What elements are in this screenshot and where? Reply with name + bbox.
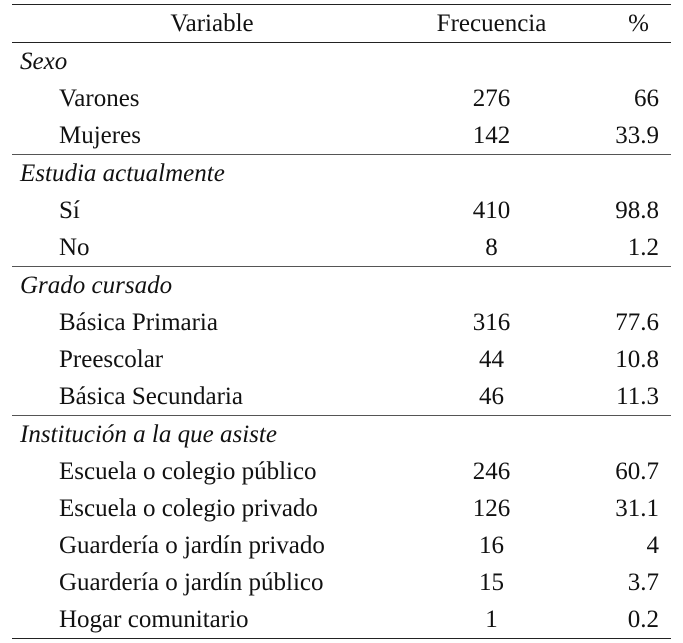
category-label: Preescolar <box>59 346 164 373</box>
frequency-value: 410 <box>472 197 511 224</box>
percent-value: 0.2 <box>571 601 671 639</box>
group-row <box>12 155 671 193</box>
frequency-value: 246 <box>472 458 511 485</box>
table-row <box>12 490 671 527</box>
percent-value: 31.1 <box>615 495 659 522</box>
category-label: Básica Primaria <box>59 309 218 336</box>
frequency-value: 8 <box>485 234 498 261</box>
table-row <box>12 192 671 229</box>
category-label: Escuela o colegio privado <box>59 495 318 522</box>
table-row <box>12 601 671 639</box>
frequency-value: 126 <box>472 495 511 522</box>
group-title: Institución a la que asiste <box>12 416 671 454</box>
group-row <box>12 416 671 454</box>
frequency-value: 16 <box>479 532 504 559</box>
table-row <box>12 378 671 416</box>
frequency-table <box>12 4 671 639</box>
percent-value: 77.6 <box>615 309 659 336</box>
category-label: Guardería o jardín privado <box>59 532 325 559</box>
percent-value: 60.7 <box>615 458 659 485</box>
table-row <box>12 527 671 564</box>
category-label: Guardería o jardín público <box>59 569 324 596</box>
frequency-value: 1 <box>412 601 571 639</box>
table-row <box>12 304 671 341</box>
group-title: Sexo <box>20 48 68 75</box>
category-label: Básica Secundaria <box>59 383 243 410</box>
percent-value: 4 <box>646 532 659 559</box>
group-title: Estudia actualmente <box>12 155 671 193</box>
table-row <box>12 80 671 117</box>
group-row <box>12 43 671 81</box>
group-title: Grado cursado <box>12 267 671 305</box>
group-row <box>12 267 671 305</box>
category-label: Varones <box>59 85 140 112</box>
table-row <box>12 117 671 155</box>
percent-value: 3.7 <box>627 569 659 596</box>
table-row <box>12 341 671 378</box>
percent-value: 1.2 <box>627 234 659 261</box>
frequency-value: 15 <box>479 569 504 596</box>
category-label: No <box>59 234 90 261</box>
percent-value: 33.9 <box>615 122 659 149</box>
header-row <box>12 5 671 43</box>
category-label: Sí <box>59 197 80 224</box>
table-row <box>12 229 671 267</box>
table-body <box>12 43 671 639</box>
table-row <box>12 564 671 601</box>
header-percent: % <box>571 5 671 43</box>
category-label: Mujeres <box>59 122 141 149</box>
frequency-value: 44 <box>479 346 504 373</box>
frequency-value: 46 <box>479 383 504 410</box>
category-label: Escuela o colegio público <box>59 458 317 485</box>
frequency-value: 276 <box>472 85 511 112</box>
table-row <box>12 453 671 490</box>
frequency-value: 316 <box>472 309 511 336</box>
header-variable: Variable <box>12 5 412 43</box>
percent-value: 10.8 <box>615 346 659 373</box>
percent-value: 66 <box>634 85 659 112</box>
percent-value: 98.8 <box>615 197 659 224</box>
percent-value: 11.3 <box>616 383 659 410</box>
frequency-value: 142 <box>472 122 511 149</box>
header-frequency: Frecuencia <box>412 5 571 43</box>
category-label: Hogar comunitario <box>12 601 412 639</box>
table-header <box>12 5 671 43</box>
